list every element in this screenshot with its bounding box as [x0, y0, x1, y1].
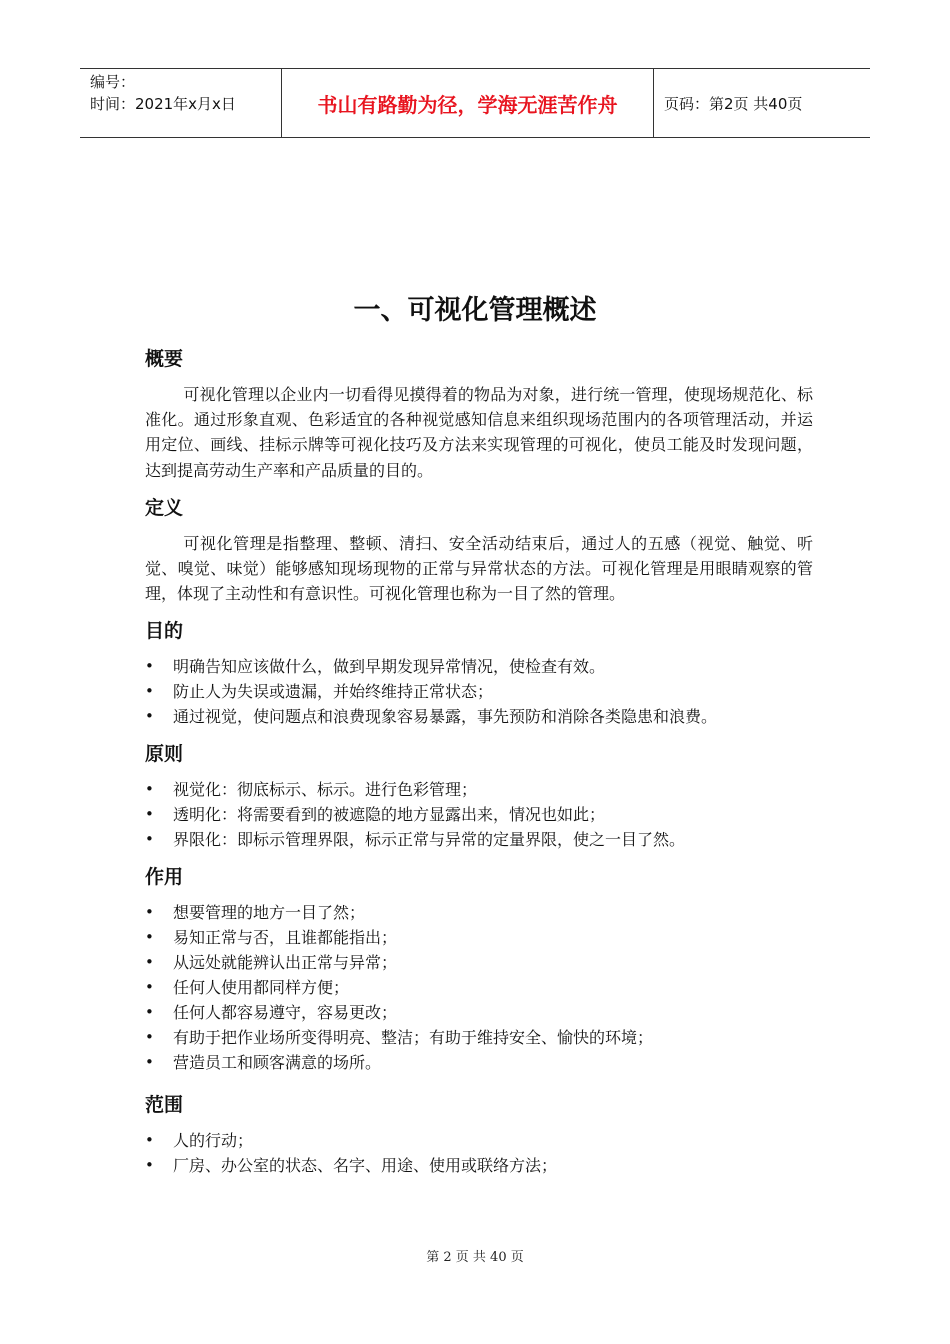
page-title: 一、可视化管理概述 [353, 295, 597, 326]
header-motto: 书山有路勤为径，学海无涯苦作舟 [281, 69, 654, 137]
list-item: • 想要管理的地方一目了然； [145, 900, 813, 925]
header-page-info: 页码：第2页 共40页 [664, 94, 803, 113]
principles-list [145, 777, 813, 852]
document-body [145, 344, 813, 1178]
list-item: • 易知正常与否，且谁都能指出； [145, 925, 813, 950]
page-footer: 第 2 页 共 40 页 [426, 1250, 524, 1265]
section-heading-overview: 概要 [145, 348, 184, 370]
section-heading-purpose: 目的 [145, 620, 184, 643]
header-number-label: 编号： [90, 73, 136, 91]
section-heading-definition: 定义 [145, 496, 184, 519]
list-item: • 任何人都容易遵守，容易更改； [145, 1000, 813, 1025]
list-item: • 明确告知应该做什么，做到早期发现异常情况，使检查有效。 [145, 654, 813, 679]
section-heading-functions: 作用 [145, 866, 184, 889]
section-heading-principles: 原则 [145, 743, 184, 766]
list-item: • 透明化：将需要看到的被遮隐的地方显露出来，情况也如此； [145, 802, 813, 827]
list-item: • 视觉化：彻底标示、标示。进行色彩管理； [145, 777, 813, 802]
list-item: • 营造员工和顾客满意的场所。 [145, 1050, 813, 1075]
header-left-cell [80, 69, 281, 137]
list-item: • 从远处就能辨认出正常与异常； [145, 950, 813, 975]
purpose-list [145, 654, 813, 729]
list-item: • 界限化：即标示管理界限，标示正常与异常的定量界限，使之一目了然。 [145, 827, 813, 852]
functions-list [145, 900, 813, 1075]
list-item: • 任何人使用都同样方便； [145, 975, 813, 1000]
header-time-label: 时间：2021年x月x日 [90, 95, 236, 113]
document-header [80, 68, 870, 138]
list-item: • 厂房、办公室的状态、名字、用途、使用或联络方法； [145, 1153, 813, 1178]
scope-list [145, 1128, 813, 1178]
list-item: • 有助于把作业场所变得明亮、整洁；有助于维持安全、愉快的环境； [145, 1025, 813, 1050]
list-item: • 防止人为失误或遗漏，并始终维持正常状态； [145, 679, 813, 704]
section-heading-scope: 范围 [145, 1094, 184, 1117]
list-item: • 通过视觉，使问题点和浪费现象容易暴露，事先预防和消除各类隐患和浪费。 [145, 704, 813, 729]
definition-paragraph: 可视化管理是指整理、整顿、清扫、安全活动结束后，通过人的五感（视觉、触觉、听觉、嗅觉、味觉）能够感知现场现物的正常与异常状态的方法。可视化管理是用眼睛观察的管理，体现了主动性和有意识性。可视化管理也称为一目了然的管理。 [145, 533, 813, 604]
overview-paragraph: 可视化管理以企业内一切看得见摸得着的物品为对象，进行统一管理，使现场规范化、标准化。通过形象直观、色彩适宜的各种视觉感知信息来组织现场范围内的各项管理活动，并运用定位、画线、挂标示牌等可视化技巧及方法来实现管理的可视化，使员工能及时发现问题，达到提高劳动生产率和产品质量的目的。 [145, 385, 813, 480]
list-item: • 人的行动； [145, 1128, 813, 1153]
